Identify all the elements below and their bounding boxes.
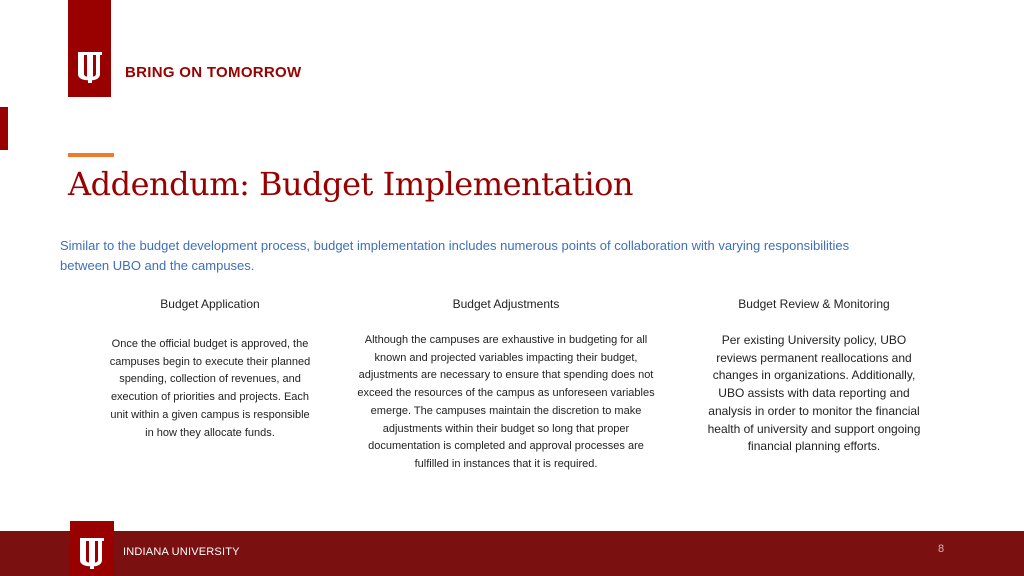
column-heading: Budget Review & Monitoring: [738, 297, 890, 311]
intro-text: Similar to the budget development process, budget implementation includes numerous points of collaboration with varying responsibilities between UBO and the campuses.: [60, 238, 850, 273]
page-number: 8: [938, 543, 945, 555]
tagline: BRING ON TOMORROW: [125, 64, 302, 81]
iu-trident-icon: [78, 535, 106, 569]
footer-logo: [70, 521, 114, 576]
column-budget-review: [702, 296, 926, 456]
page-title: Addendum: Budget Implementation: [68, 165, 634, 203]
iu-trident-icon: [76, 49, 104, 83]
column-body: Although the campuses are exhaustive in budgeting for all known and projected variables impacting their budget, adjustments are necessary to ensure that spending does not exceed the resources of the campus as unforeseen variables emerge. The campuses maintain the discretion to make adjustments within their budget so long that proper documentation is completed and approval processes are fulfilled in instances that it is required.: [357, 334, 655, 470]
left-accent-bar: [0, 107, 8, 150]
footer-institution-name: INDIANA UNIVERSITY: [123, 546, 240, 558]
column-heading: Budget Application: [160, 297, 260, 311]
column-body: Per existing University policy, UBO reviews permanent reallocations and changes in organizations. Additionally, UBO assists with data reporting and analysis in order to monitor the financial health of university and support ongoing financial planning efforts.: [707, 333, 921, 454]
column-budget-adjustments: [356, 296, 656, 474]
column-body: Once the official budget is approved, the campuses begin to execute their planned spending, collection of revenues, and execution of priorities and projects. Each unit within a given campus is responsible in how they allocate funds.: [109, 338, 311, 439]
title-accent-rule: [68, 153, 114, 157]
column-budget-application: [105, 296, 315, 442]
column-heading: Budget Adjustments: [452, 297, 560, 311]
header-logo: [68, 0, 111, 97]
